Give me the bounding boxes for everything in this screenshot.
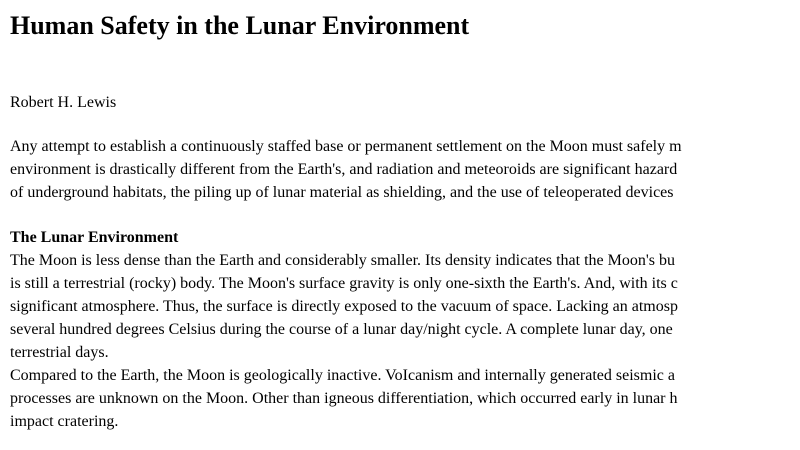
intro-paragraph bbox=[10, 135, 682, 204]
paragraph-line: several hundred degrees Celsius during the course of a lunar day/night cycle. A complete lunar day, one bbox=[10, 321, 673, 338]
paragraph-line: terrestrial days. bbox=[10, 344, 109, 361]
page-title: Human Safety in the Lunar Environment bbox=[10, 11, 470, 40]
section-heading: The Lunar Environment bbox=[10, 229, 179, 246]
paragraph-line: is still a terrestrial (rocky) body. The Moon's surface gravity is only one-sixth the Earth's. And, with its c bbox=[10, 275, 678, 292]
environment-paragraph bbox=[10, 249, 678, 364]
paragraph-line: impact cratering. bbox=[10, 413, 119, 430]
paragraph-line: environment is drastically different from the Earth's, and radiation and meteoroids are significant hazard bbox=[10, 161, 678, 178]
geology-paragraph bbox=[10, 364, 678, 433]
paragraph-line: processes are unknown on the Moon. Other than igneous differentiation, which occurred early in lunar h bbox=[10, 390, 678, 407]
author-name: Robert H. Lewis bbox=[10, 94, 117, 111]
paragraph-line: Compared to the Earth, the Moon is geologically inactive. VoIcanism and internally generated seismic a bbox=[10, 367, 675, 384]
paragraph-line: The Moon is less dense than the Earth and considerably smaller. Its density indicates that the Moon's bu bbox=[10, 252, 675, 269]
paragraph-line: Any attempt to establish a continuously staffed base or permanent settlement on the Moon must safely m bbox=[10, 138, 682, 155]
paragraph-line: of underground habitats, the piling up of lunar material as shielding, and the use of teleoperated devices bbox=[10, 184, 674, 201]
paragraph-line: significant atmosphere. Thus, the surface is directly exposed to the vacuum of space. Lacking an atmosp bbox=[10, 298, 678, 315]
